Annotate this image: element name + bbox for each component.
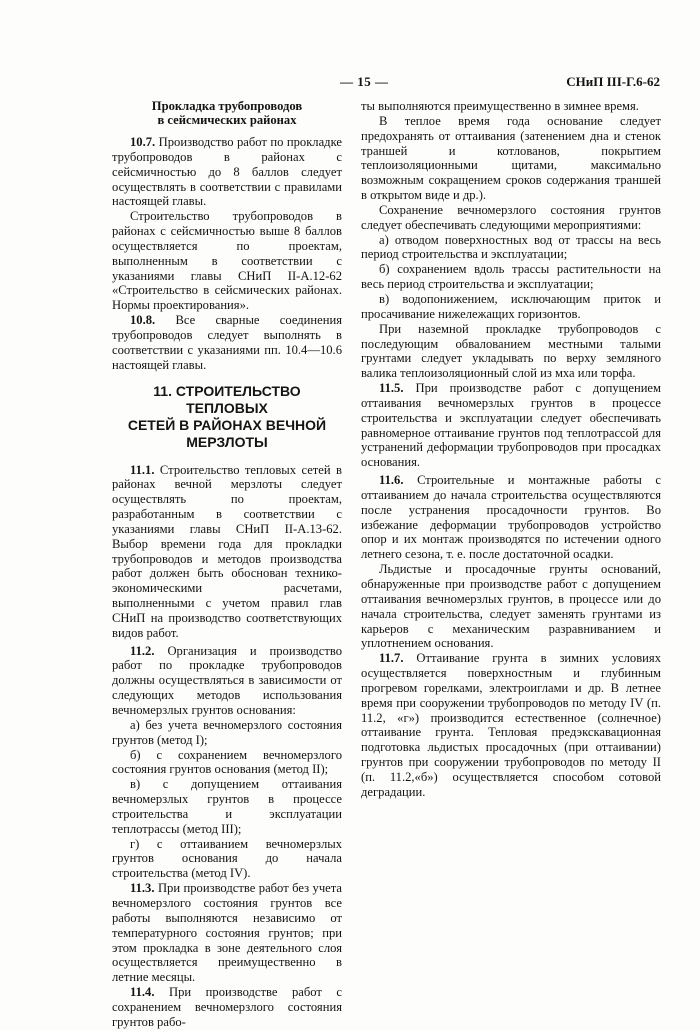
clause-number: 11.2.: [130, 643, 155, 658]
paragraph-11-3: [112, 881, 342, 985]
clause-number: 11.7.: [379, 651, 404, 666]
left-column: [112, 99, 342, 1030]
page-number: — 15 —: [340, 74, 389, 89]
clause-number: 11.1.: [130, 462, 155, 477]
paragraph-11-5: [361, 381, 661, 470]
paragraph: Льдистые и просадочные грунты оснований, обнаруженные при производстве работ с допущением оттаивания вечномерзлых грунтов, в процессе или до начала строительства, следует заменять грунтами из карьеров с механическим разравниванием и уплотнением основания.: [361, 562, 661, 651]
list-item: а) без учета вечномерзлого состояния грунтов (метод I);: [112, 717, 342, 747]
paragraph: В теплое время года основание следует предохранять от оттаивания (затенением дна и стенок траншей и котлованов, покрытием теплоизоляционными щитами, максимально возможным сокращением сроков содержания траншей в открытом виде и др.).: [361, 113, 661, 203]
paragraph-11-7: [361, 651, 661, 799]
section-heading-line: Прокладка трубопроводов: [151, 99, 303, 113]
chapter-heading-line: 11. СТРОИТЕЛЬСТВО ТЕПЛОВЫХ: [153, 382, 301, 416]
list-item: б) с сохранением вечномерзлого состояния грунтов основания (метод II);: [112, 747, 342, 777]
paragraph-text: Строительство тепловых сетей в районах вечной мерзлоты следует осуществлять по проектам, разработанным в соответствии с указаниями главы СНиП II-А.13-62. Выбор времени года для прокладки трубопроводов и методов производства работ должен быть обоснован технико-экономическими расчетами, выполненными с учетом правил глав СНиП на производство соответствующих видов работ.: [112, 462, 342, 640]
paragraph-continuation: ты выполняются преимущественно в зимнее время.: [361, 99, 639, 113]
paragraph-text: Все сварные соединения трубопроводов следует выполнять в соответствии с указаниями пп. 10.4—10.6 настоящей главы.: [112, 313, 342, 372]
paragraph-text: Организация и производство работ по прокладке трубопроводов должны осуществляться в зависимости от следующих методов использования вечномерзлых грунтов основания:: [112, 643, 342, 717]
paragraph-text: При производстве работ с допущением оттаивания вечномерзлых грунтов в процессе строительства и эксплуатации следует обеспечивать равномерное оттаивание грунтов под теплотрассой для устранений деформации трубопроводов при просадках основания.: [361, 381, 661, 470]
list-item: в) водопонижением, исключающим приток и просачивание нижележащих горизонтов.: [361, 291, 661, 321]
paragraph: Строительство трубопроводов в районах с сейсмичностью выше 8 баллов осуществляется по проектам, выполненным в соответствии с указаниями главы СНиП II-А.12-62 «Строительство в сейсмических районах. Нормы проектирования».: [112, 209, 342, 313]
paragraph: При наземной прокладке трубопроводов с последующим обвалованием местными талыми грунтами следует укладывать по верху земляного валика теплоизоляционный слой из мха или торфа.: [361, 321, 661, 381]
paragraph-text: Производство работ по прокладке трубопроводов в районах с сейсмичностью до 8 баллов следует осуществлять в соответствии с правилами настоящей главы.: [112, 135, 342, 209]
clause-number: 11.5.: [379, 381, 404, 396]
page-header: [112, 74, 660, 92]
paragraph-10-8: [112, 313, 342, 372]
clause-number: 10.8.: [130, 313, 156, 328]
document-code: СНиП III-Г.6-62: [566, 74, 660, 89]
clause-number: 10.7.: [130, 135, 156, 149]
list-item: г) с оттаиванием вечномерзлых грунтов основания до начала строительства (метод IV).: [112, 836, 342, 881]
chapter-heading-line: СЕТЕЙ В РАЙОНАХ ВЕЧНОЙ: [127, 416, 327, 433]
list-item: в) с допущением оттаивания вечномерзлых грунтов в процессе строительства и эксплуатации теплотрассы (метод III);: [112, 777, 342, 836]
section-heading-line: в сейсмических районах: [157, 113, 297, 127]
chapter-heading: [112, 383, 342, 451]
paragraph-11-1: [112, 463, 342, 641]
paragraph-text: При производстве работ без учета вечномерзлого состояния грунтов все работы выполняются независимо от температурного состояния грунтов; при этом прокладка в зоне деятельного слоя осуществляется преимущественно в летние месяцы.: [112, 881, 343, 985]
paragraph-text: При производстве работ с сохранением вечномерзлого состояния грунтов рабо-: [112, 985, 342, 1029]
paragraph-11-6: [361, 473, 661, 562]
chapter-heading-line: МЕРЗЛОТЫ: [186, 433, 268, 450]
paragraph-11-4: [112, 985, 342, 1030]
paragraph-11-2: [112, 644, 342, 718]
paragraph-10-7: [112, 135, 342, 209]
list-item: а) отводом поверхностных вод от трассы на весь период строительства и эксплуатации;: [361, 232, 661, 262]
clause-number: 11.3.: [130, 881, 155, 896]
paragraph: Сохранение вечномерзлого состояния грунтов следует обеспечивать следующими мероприятиями:: [361, 202, 661, 232]
paragraph-text: Строительные и монтажные работы с оттаиванием до начала строительства осуществляются после устранения просадочности грунтов. Во избежание деформации трубопроводов устройство опор и их монтаж производятся по истечении одного летнего сезона, т. е. после достаточной осадки.: [361, 473, 661, 562]
right-column: [361, 99, 661, 800]
clause-number: 11.6.: [379, 473, 404, 488]
paragraph-text: Оттаивание грунта в зимних условиях осуществляется поверхностным и глубинным прогревом горелками, электроиглами и др. В летнее время при сооружении трубопроводов по методу IV (п. 11.2, «г») производится естественное (солнечное) оттаивание грунта. Тепловая предэкскавационная подготовка льдистых просадочных (при оттаивании) грунтов при сооружении трубопроводов по методу II (п. 11.2,«б») осуществляется способом сотовой деградации.: [361, 651, 661, 799]
list-item: б) сохранением вдоль трассы растительности на весь период строительства и эксплуатации;: [361, 262, 661, 292]
section-heading: [112, 99, 342, 127]
clause-number: 11.4.: [130, 985, 155, 1000]
